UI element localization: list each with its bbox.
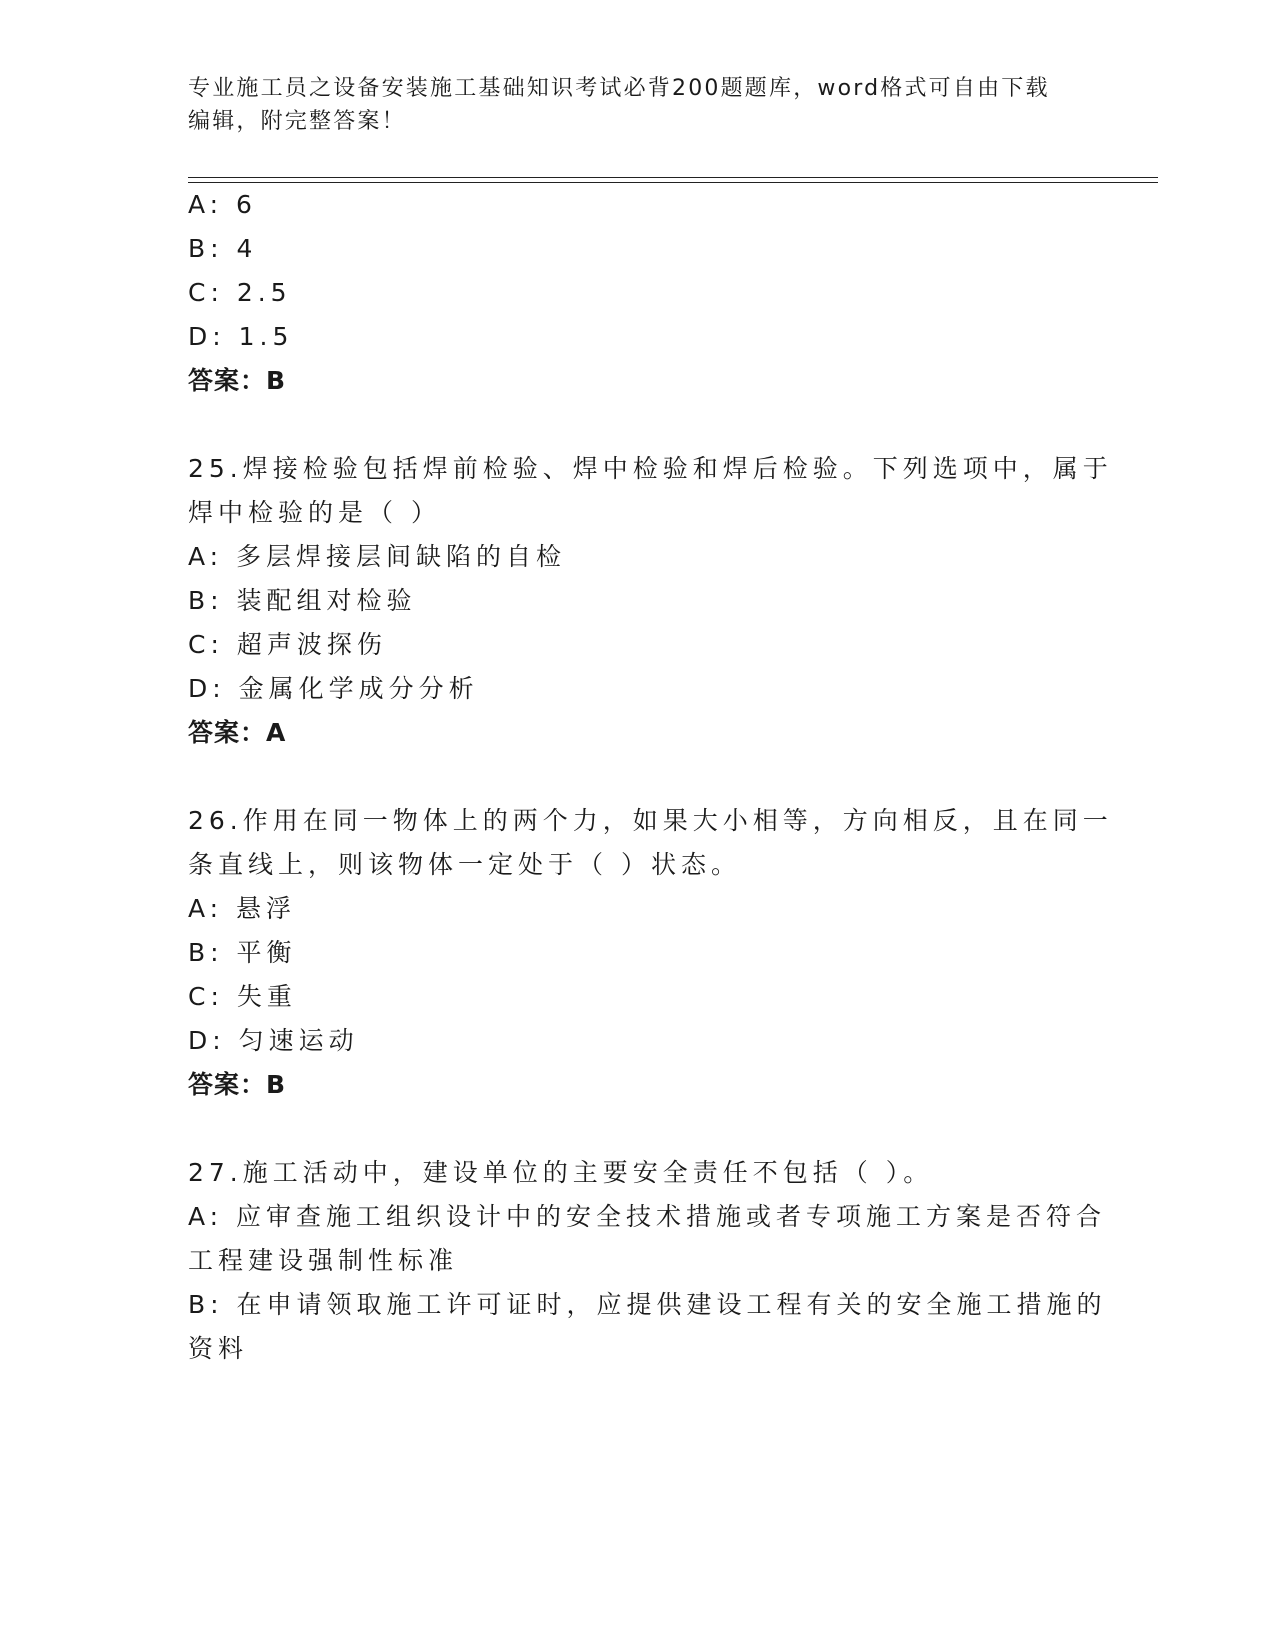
q26-option-b: B: 平衡 — [188, 938, 297, 967]
q26-stem-line1: 26.作用在同一物体上的两个力，如果大小相等，方向相反，且在同一 — [188, 806, 1113, 835]
q24-option-d: D: 1.5 — [188, 322, 294, 351]
q27-option-a-line1: A: 应审查施工组织设计中的安全技术措施或者专项施工方案是否符合 — [188, 1202, 1107, 1231]
q25-option-b: B: 装配组对检验 — [188, 586, 417, 615]
header-rule-top — [188, 177, 1158, 178]
q27-option-a-line2: 工程建设强制性标准 — [188, 1246, 459, 1275]
q25-answer: 答案：A — [188, 718, 287, 747]
q26-option-a: A: 悬浮 — [188, 894, 297, 923]
q26-answer: 答案：B — [188, 1070, 287, 1099]
header-rule-bottom — [188, 182, 1158, 183]
q27-stem: 27.施工活动中，建设单位的主要安全责任不包括（ ）。 — [188, 1158, 934, 1187]
q24-answer: 答案：B — [188, 366, 287, 395]
document-header: 专业施工员之设备安装施工基础知识考试必背200题题库，word格式可自由下载 编辑，附完整答案！ — [188, 76, 1050, 134]
q25-stem-line1: 25.焊接检验包括焊前检验、焊中检验和焊后检验。下列选项中，属于 — [188, 454, 1113, 483]
q26-option-c: C: 失重 — [188, 982, 297, 1011]
q25-option-c: C: 超声波探伤 — [188, 630, 387, 659]
q25-option-a: A: 多层焊接层间缺陷的自检 — [188, 542, 567, 571]
q24-option-a: A: 6 — [188, 190, 257, 219]
q26-stem-line2: 条直线上，则该物体一定处于（ ）状态。 — [188, 850, 741, 879]
q24-option-c: C: 2.5 — [188, 278, 292, 307]
q27-option-b-line1: B: 在申请领取施工许可证时，应提供建设工程有关的安全施工措施的 — [188, 1290, 1107, 1319]
q27-option-b-line2: 资料 — [188, 1334, 249, 1363]
q24-option-b: B: 4 — [188, 234, 258, 263]
q25-stem-line2: 焊中检验的是（ ） — [188, 498, 441, 527]
q26-option-d: D: 匀速运动 — [188, 1026, 359, 1055]
q25-option-d: D: 金属化学成分分析 — [188, 674, 479, 703]
